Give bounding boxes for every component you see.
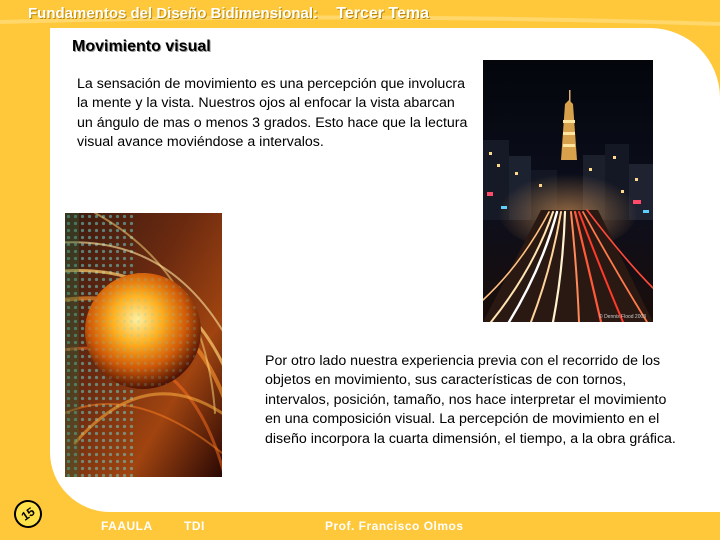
footer-professor: Prof. Francisco Olmos bbox=[325, 519, 464, 533]
photo-credit: © Dennis Flood 2003 bbox=[599, 314, 647, 320]
city-night-traffic-image bbox=[483, 60, 653, 322]
course-title bbox=[28, 5, 429, 23]
abstract-motion-sphere-image bbox=[65, 213, 222, 477]
abstract-sphere-photo bbox=[65, 213, 222, 477]
paragraph-experience: Por otro lado nuestra experiencia previa con el recorrido de los objetos en movimiento, sus características de con tornos, intervalos, posición, tamaño, nos hace interpretar el movimiento en una composición visual. La percepción de movimiento en el diseño incorpora la cuarta dimensión, el tiempo, a la obra gráfica. bbox=[265, 353, 676, 447]
footer-school: FAAULA bbox=[101, 519, 153, 533]
course-title-text: Fundamentos del Diseño Bidimensional: bbox=[28, 5, 319, 22]
footer-course-code: TDI bbox=[184, 519, 205, 533]
section-heading: Movimiento visual bbox=[72, 38, 211, 55]
city-night-photo bbox=[483, 60, 653, 322]
page-number: 15 bbox=[18, 504, 38, 524]
paragraph-perception: La sensación de movimiento es una percepción que involucra la mente y la vista. Nuestros ojos al enfocar la vista abarcan un ángulo de mas o menos 3 grados. Esto hace que la lectura visual avance moviéndose a intervalos. bbox=[77, 76, 468, 151]
topic-title: Tercer Tema bbox=[336, 5, 430, 22]
